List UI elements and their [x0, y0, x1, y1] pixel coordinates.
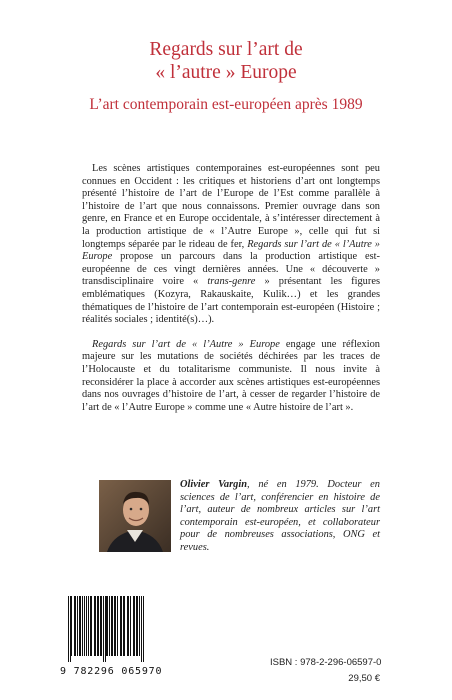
barcode-guard-bar: [141, 596, 142, 662]
barcode-bar: [120, 596, 122, 656]
barcode-bar: [136, 596, 138, 656]
blurb-text: Les scènes artistiques contemporaines est-européennes sont peu connues en Occident : les critiques et historiens d’art ont longtemps présenté l’histoire de l’art de l’Europe de l’Est comme parallèle à l’histoire de l’art que nous connaissons. Premier ouvrage dans son genre, en France et en Europe occidentale, à s’intéresser directement à la production artistique de « l’Autre Europe », celle qui fut si longtemps séparée par le rideau de fer,: [82, 163, 380, 250]
barcode-bar: [114, 596, 116, 656]
barcode-bar: [117, 596, 118, 656]
barcode-bar: [71, 596, 72, 656]
barcode-bar: [127, 596, 129, 656]
barcode-bar: [82, 596, 83, 656]
barcode-bar: [111, 596, 113, 656]
blurb: [82, 163, 380, 414]
blurb-title-ref: Regards sur l’art de « l’Autre » Europe: [92, 338, 280, 350]
barcode-guard-bar: [68, 596, 69, 662]
barcode-bar: [88, 596, 89, 656]
book-title-line1: Regards sur l’art de: [149, 39, 303, 60]
barcode-bar: [90, 596, 92, 656]
author-bio: [180, 479, 380, 555]
barcode-bar: [74, 596, 76, 656]
blurb-text: » présentant les figures emblématiques (Kozyra, Rakauskaite, Kulik…) et les grandes thématiques de l’histoire de l’art contemporain est-européen (Histoire ; réalités sociales ; identité(s)…).: [82, 276, 380, 326]
barcode-bar: [123, 596, 125, 656]
author-name-text: Olivier Vargin: [180, 479, 248, 490]
blurb-emphasis: trans-genre: [207, 276, 256, 288]
barcode-bar: [133, 596, 135, 656]
blurb-paragraph-2: [82, 339, 380, 415]
barcode-bar: [79, 596, 81, 656]
author-bio-text: , né en 1979. Docteur en sciences de l’art, conférencier en histoire de l’art, auteur de nombreux articles sur l’art contemporain est-européen, et collaborateur pour de nombreuses associations, ONG et revues.: [180, 479, 380, 553]
blurb-text: engage une réflexion majeure sur les mutations de sociétés déchirées par les traces de l’Holocauste et du totalitarisme communiste. Il nous invite à reconsidérer la place à accorder aux scènes artistiques est-européennes dans nos ouvrages d’histoire de l’art, à cesser de regarder l’histoire de l’art de « l’Autre Europe » comme une « Autre histoire de l’art ».: [82, 338, 380, 413]
book-title-line2: « l’autre » Europe: [155, 62, 297, 83]
barcode-digits: 9 782296 065970: [60, 666, 163, 677]
barcode-bar: [100, 596, 102, 656]
barcode-bar: [106, 596, 108, 656]
isbn: ISBN : 978-2-296-06597-0: [270, 657, 382, 668]
author-name: [180, 479, 247, 490]
book-title: [0, 38, 452, 84]
barcode-bar: [109, 596, 110, 656]
barcode-bar: [84, 596, 85, 656]
barcode-guard-bar: [143, 596, 144, 662]
barcode-bar: [94, 596, 96, 656]
book-subtitle: L’art contemporain est-européen après 1989: [89, 96, 363, 113]
blurb-paragraph-1: [82, 163, 380, 327]
barcode-bar: [77, 596, 78, 656]
author-photo: [99, 480, 171, 552]
barcode-guard-bar: [70, 596, 71, 662]
barcode-bar: [139, 596, 140, 656]
barcode-guard-bar: [103, 596, 104, 662]
barcode-bar: [97, 596, 99, 656]
barcode-bar: [130, 596, 131, 656]
blurb-title-ref: Regards sur l’art de « l’Autre » Europe: [82, 238, 380, 263]
barcode-guard-bar: [105, 596, 106, 662]
barcode-bar: [86, 596, 87, 656]
blurb-text: propose un parcours dans la production artistique est-européenne de ces vingt dernières années. Une « découverte » transdisciplinaire voire «: [82, 251, 380, 288]
price: 29,50 €: [348, 673, 380, 684]
